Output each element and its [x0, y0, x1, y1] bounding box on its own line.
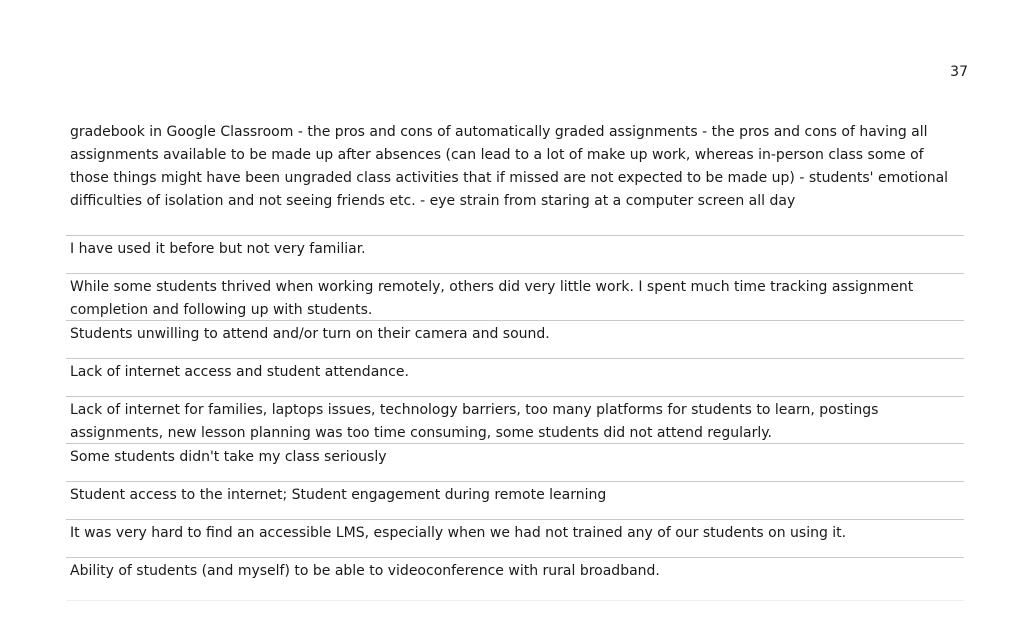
response-text: Lack of internet for families, laptops issues, technology barriers, too many platforms for students to learn, postings assignments, new lesson planning was too time consuming, some students did not attend regularly. — [70, 402, 879, 441]
response-text: Student access to the internet; Student engagement during remote learning — [70, 487, 607, 503]
table-row — [66, 321, 964, 359]
response-text: I have used it before but not very familiar. — [70, 241, 366, 257]
bottom-divider — [66, 600, 964, 601]
table-row — [66, 558, 964, 595]
table-row — [66, 121, 964, 236]
response-table — [66, 121, 964, 595]
response-text: It was very hard to find an accessible LMS, especially when we had not trained any of our students on using it. — [70, 525, 847, 541]
table-row — [66, 359, 964, 397]
table-row — [66, 236, 964, 274]
table-row — [66, 482, 964, 520]
table-row — [66, 520, 964, 558]
table-row — [66, 444, 964, 482]
table-row — [66, 274, 964, 321]
page-number: 37 — [950, 64, 968, 80]
response-text: Students unwilling to attend and/or turn on their camera and sound. — [70, 326, 550, 342]
response-text: Ability of students (and myself) to be able to videoconference with rural broadband. — [70, 563, 660, 579]
response-text: While some students thrived when working remotely, others did very little work. I spent much time tracking assignment completion and following up with students. — [70, 279, 914, 318]
response-text: Lack of internet access and student attendance. — [70, 364, 409, 380]
table-row — [66, 397, 964, 444]
response-text: gradebook in Google Classroom - the pros and cons of automatically graded assignments - the pros and cons of having all assignments available to be made up after absences (can lead to a lot of make up work, whereas in-person class some of those things might have been ungraded class activities that if missed are not expected to be made up) - students' emotional difficulties of isolation and not seeing friends etc. - eye strain from staring at a computer screen all day — [70, 124, 949, 209]
response-text: Some students didn't take my class seriously — [70, 449, 387, 465]
